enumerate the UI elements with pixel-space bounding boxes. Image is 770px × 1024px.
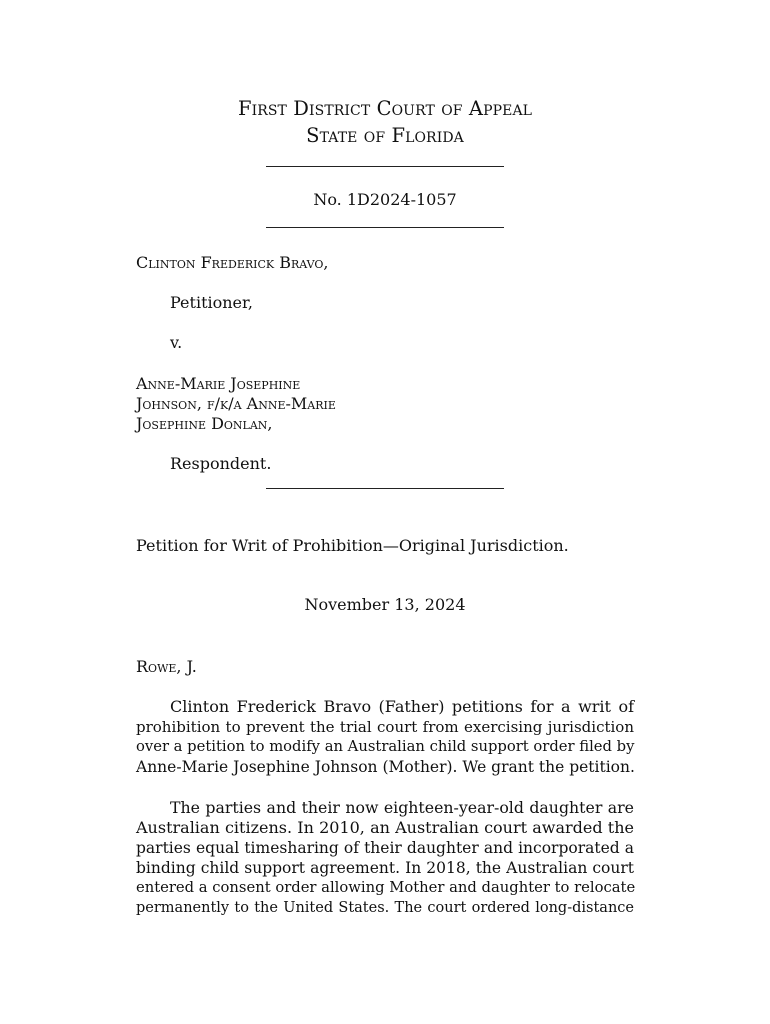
decision-date: November 13, 2024 — [304, 595, 466, 614]
paragraph-line: entered a consent order allowing Mother and daughter to relocate — [136, 879, 636, 896]
proceeding-type: Petition for Writ of Prohibition—Original Jurisdiction. — [136, 536, 569, 555]
judge-name: Rowe, J. — [136, 657, 197, 676]
divider-parties — [266, 488, 504, 489]
paragraph-line: over a petition to modify an Australian child support order filed by — [136, 738, 635, 755]
paragraph-line: binding child support agreement. In 2018, the Australian court — [136, 859, 634, 877]
respondent-name-line: Anne-Marie Josephine — [136, 374, 301, 393]
respondent-role: Respondent. — [170, 454, 272, 473]
paragraph-line: Clinton Frederick Bravo (Father) petitions for a writ of — [170, 697, 634, 716]
divider-top — [266, 166, 504, 167]
court-name: First District Court of Appeal — [237, 97, 533, 120]
paragraph-line: Australian citizens. In 2010, an Australian court awarded the — [136, 818, 634, 837]
divider-case — [266, 227, 504, 228]
case-number: No. 1D2024-1057 — [313, 190, 457, 209]
versus: v. — [170, 333, 183, 352]
paragraph-line: permanently to the United States. The court ordered long-distance — [136, 900, 634, 916]
court-state: State of Florida — [306, 124, 464, 147]
petitioner-role: Petitioner, — [170, 293, 253, 312]
paragraph-line: Anne-Marie Josephine Johnson (Mother). We grant the petition. — [136, 758, 635, 776]
petitioner-name: Clinton Frederick Bravo, — [136, 253, 329, 272]
paragraph-line: parties equal timesharing of their daughter and incorporated a — [136, 839, 634, 857]
paragraph-line: prohibition to prevent the trial court from exercising jurisdiction — [136, 718, 634, 736]
paragraph-line: The parties and their now eighteen-year-old daughter are — [170, 798, 634, 817]
respondent-name-line: Johnson, f/k/a Anne-Marie — [136, 394, 336, 413]
respondent-name-line: Josephine Donlan, — [136, 414, 273, 433]
